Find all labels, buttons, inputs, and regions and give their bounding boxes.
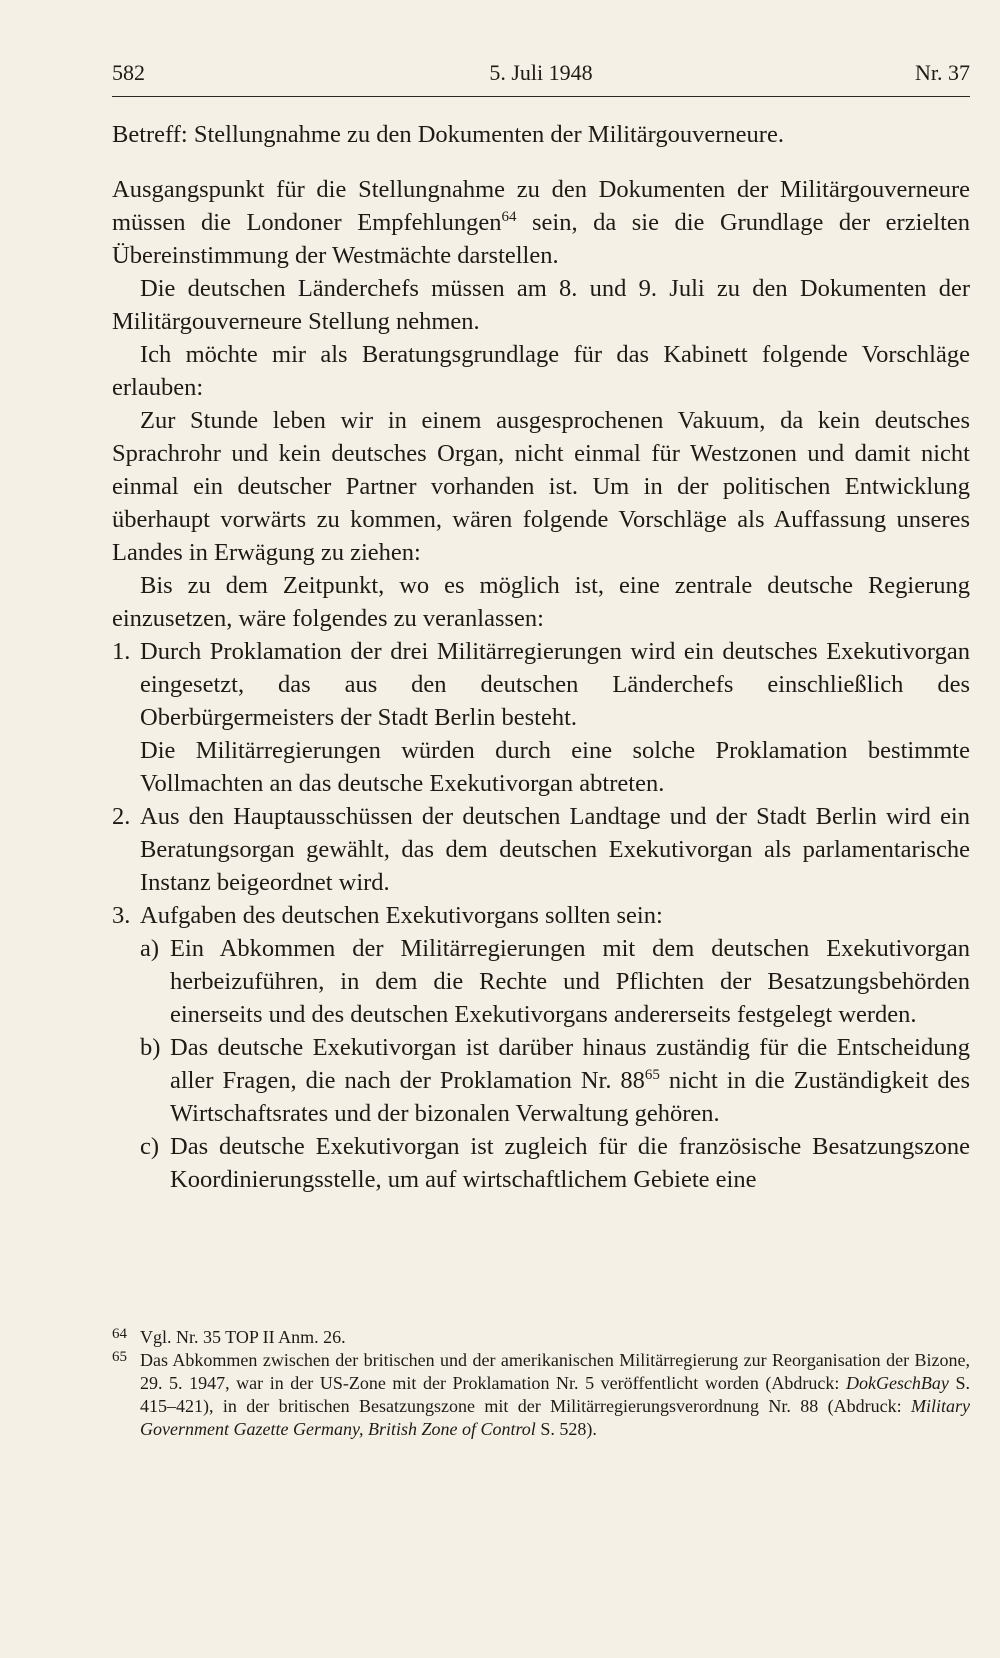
sub-list-text: Das deutsche Exekutivorgan ist zugleich für die französische Besatzungszone Koordinierungsstelle, um auf wirtschaftlichem Gebiete eine [170,1133,970,1193]
sub-list-label: c) [140,1133,160,1160]
list-number: 1. [112,638,131,665]
sub-list-text [170,1031,970,1130]
footnote [112,1326,970,1349]
subject-line: Betreff: Stellungnahme zu den Dokumenten der Militärgouverneure. [112,121,784,148]
paragraph: Ich möchte mir als Beratungsgrundlage für das Kabinett folgende Vorschläge erlauben: [112,341,970,401]
footnote-number: 65 [112,1349,127,1365]
list-item-text: Durch Proklamation der drei Militärregierungen wird ein deutsches Exekutivorgan eingesetzt, das aus den deutschen Länderchefs einschließlich des Oberbürgermeisters der Stadt Berlin besteht. [140,638,970,731]
list-item [112,635,970,800]
footnote-citation: Military Government Gazette Germany, British Zone of Control [140,1396,970,1439]
paragraph: Bis zu dem Zeitpunkt, wo es möglich ist, eine zentrale deutsche Regierung einzusetzen, wäre folgendes zu veranlassen: [112,572,970,632]
paragraph: Die deutschen Länderchefs müssen am 8. und 9. Juli zu den Dokumenten der Militärgouverneure Stellung nehmen. [112,275,970,335]
document-number: Nr. 37 [915,60,970,85]
footnote-text: Das Abkommen zwischen der britischen und der amerikanischen Militärregierung zur Reorganisation der Bizone, 29. 5. 1947, war in der US-Zone mit der Proklamation Nr. 5 veröffentlicht worden (Abdruck: [140,1350,970,1393]
footnotes [112,1326,970,1441]
footnote-text: S. 415–421), in der britischen Besatzungszone mit der Militärregierungsverordnung Nr. 88 (Abdruck: [140,1373,970,1416]
running-header [112,56,970,97]
list-item [112,800,970,899]
footnote-text: S. 528). [535,1419,597,1439]
sub-list-item [112,1130,970,1196]
sub-list-item [112,1031,970,1130]
header-date: 5. Juli 1948 [489,60,593,85]
footnote-ref: 65 [644,1067,660,1083]
sub-list-item [112,932,970,1031]
paragraph: Zur Stunde leben wir in einem ausgesprochenen Vakuum, da kein deutsches Sprachrohr und kein deutsches Organ, nicht einmal für Westzonen und damit nicht einmal ein deutscher Partner vorhanden ist. Um in der politischen Entwicklung überhaupt vorwärts zu kommen, wären folgende Vorschläge als Auffassung unseres Landes in Erwägung zu ziehen: [112,407,970,566]
paragraph [112,173,970,272]
list-item-text: Aus den Hauptausschüssen der deutschen Landtage und der Stadt Berlin wird ein Beratungsorgan gewählt, das dem deutschen Exekutivorgan als parlamentarische Instanz beigeordnet wird. [140,803,970,896]
paragraph-text: Ausgangspunkt für die Stellungnahme zu den Dokumenten der Militärgouverneure müssen die Londoner Empfehlungen [112,176,970,236]
footnote-citation: DokGeschBay [845,1373,949,1393]
page-number: 582 [112,60,145,85]
sub-list-text: Ein Abkommen der Militärregierungen mit dem deutschen Exekutivorgan herbeizuführen, in dem die Rechte und Pflichten der Besatzungsbehörden einerseits und des deutschen Exekutivorgans andererseits festgelegt werden. [170,935,970,1028]
sub-list-text-part: Das deutsche Exekutivorgan ist darüber hinaus zuständig für die Entscheidung aller Fragen, die nach der Proklamation Nr. 88 [170,1034,970,1094]
paragraph-text: sein, da sie die Grundlage der erzielten Übereinstimmung der Westmächte darstellen. [112,209,970,269]
body-text [112,118,970,1196]
sub-list-label: a) [140,935,160,962]
list-number: 2. [112,803,131,830]
list-item-text: Die Militärregierungen würden durch eine solche Proklamation bestimmte Vollmachten an das deutsche Exekutivorgan abtreten. [140,737,970,797]
footnote-number: 64 [112,1326,127,1342]
list-item [112,899,970,932]
footnote [112,1349,970,1441]
footnote-ref: 64 [501,209,517,225]
sub-list-text-part: nicht in die Zuständigkeit des Wirtschaftsrates und der bizonalen Verwaltung gehören. [170,1067,970,1127]
sub-list-label: b) [140,1034,161,1061]
list-item-text: Aufgaben des deutschen Exekutivorgans sollten sein: [140,902,663,929]
footnote-text: Vgl. Nr. 35 TOP II Anm. 26. [140,1327,346,1347]
list-number: 3. [112,902,131,929]
